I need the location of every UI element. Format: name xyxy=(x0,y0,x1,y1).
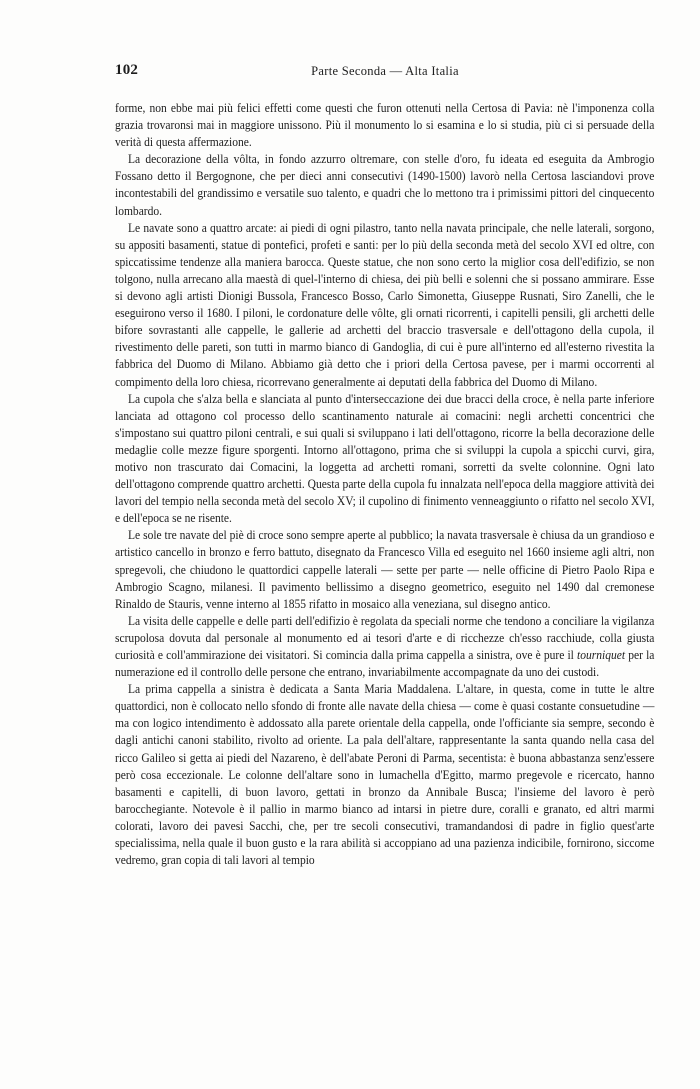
paragraph-continued: forme, non ebbe mai più felici effetti come questi che furon ottenuti nella Certosa di Pavia: nè l'imponenza colla grazia trovaronsi mai in maggiore unissono. Più il monumento lo si esamina e lo si studia, più ci si persuade della verità di questa affermazione. xyxy=(115,101,655,150)
tourniquet-term: tourniquet xyxy=(577,648,626,662)
paragraph-navate: Le navate sono a quattro arcate: ai piedi di ogni pilastro, tanto nella navata principale, che nelle laterali, sorgono, su appositi basamenti, statue di pontefici, profeti e santi: per lo più della seconda metà del secolo XVI ed oltre, con spiccatissime tendenze alla maniera barocca. Queste statue, che non sono certo la miglior cosa dell'edifizio, se non tolgono, nulla arrecano alla maestà di quel-l'interno di chiesa, dei più belli e solenni che si possano ammirare. Esse si devono agli artisti Dionigi Bussola, Francesco Bosso, Carlo Simonetta, Giuseppe Rusnati, Siro Zanelli, che le eseguirono verso il 1680. I piloni, le cordonature delle vôlte, gli ornati ricorrenti, i capitelli pensili, gli archetti delle bifore sovrastanti alle cappelle, le gallerie ad archetti del braccio trasversale e dell'ottagono della cupola, il rivestimento delle pareti, son tutti in marmo bianco di Gandoglia, di cui è pure all'interno ed all'esterno rivestita la fabbrica del Duomo di Milano. Abbiamo già detto che i priori della Certosa pavese, per i marmi occorrenti al compimento della loro chiesa, ricorrevano generalmente ai deputati della fabbrica del Duomo di Milano. xyxy=(115,220,655,389)
running-head xyxy=(115,60,655,82)
paragraph-volta-decoration: La decorazione della vôlta, in fondo azzurro oltremare, con stelle d'oro, fu ideata ed eseguita da Ambrogio Fossano detto il Bergognone, che per dieci anni consecutivi (1490-1500) lavorò nella Certosa lasciandovi prove incontestabili del grandissimo e versatile suo talento, e quadri che lo mettono tra i primissimi pittori del cinquecento lombardo. xyxy=(115,152,655,218)
body-text xyxy=(115,100,655,869)
paragraph-visita-text-before: La visita delle cappelle e delle parti dell'edifizio è regolata da speciali norme che tendono a conciliare la vigilanza scrupolosa dovuta dal personale al monumento ed ai tesori d'arte e di ricchezze ch'esso racchiude, colla giusta curiosità e coll'ammirazione dei visitatori. Si comincia dalla prima cappella a sinistra, ove è pure il xyxy=(115,613,655,662)
paragraph-visita-text-after: per la numerazione ed il controllo delle persone che entrano, invariabilmente accompagnate da uno dei custodi. xyxy=(115,648,655,680)
paragraph-prima-cappella: La prima cappella a sinistra è dedicata a Santa Maria Maddalena. L'altare, in questa, come in tutte le altre quattordici, non è collocato nello sfondo di fronte alle navate della chiesa — come è quasi costante consuetudine — ma con logico intendimento è addossato alla parete orientale della cappella, onde l'officiante sia sempre, secondo è dagli antichi canoni stabilito, rivolto ad oriente. La pala dell'altare, rappresentante la santa quando nella casa del ricco Galileo si getta ai piedi del Nazareno, è dell'abate Peroni di Parma, secentista: è buona abbastanza senz'essere però cosa eccezionale. Le colonne dell'altare sono in lumachella d'Egitto, marmo pregevole e ricercato, hanno basamenti e capitelli, di buon lavoro, gettati in bronzo da Annibale Busca; l'insieme del lavoro è però barocchegiante. Notevole è il pallio in marmo bianco ad intarsi in pietre dure, coralli e granato, ed altri marmi colorati, lavoro dei pavesi Sacchi, che, per tre secoli consecutivi, tramandandosi di padre in figlio quest'arte specialissima, nella quale il buon gusto e la rara abilità si accoppiano ad una pazienza indicibile, fornirono, siccome vedremo, gran copia di tali lavori al tempio xyxy=(115,682,655,868)
paragraph-cancello-pavimento: Le sole tre navate del piè di croce sono sempre aperte al pubblico; la navata trasversale è chiusa da un grandioso e artistico cancello in bronzo e ferro battuto, disegnato da Francesco Villa ed eseguito nel 1660 insieme agli altri, non spregevoli, che chiudono le quattordici cappelle laterali — sette per parte — nelle officine di Pietro Paolo Ripa e Ambrogio Scagno, milanesi. Il pavimento bellissimo a disegno geometrico, eseguito nel 1490 dal cremonese Rinaldo de Stauris, venne interno al 1855 rifatto in mosaico alla veneziana, sul disegno antico. xyxy=(115,528,655,611)
running-title: Parte Seconda — Alta Italia xyxy=(311,64,459,78)
paragraph-cupola: La cupola che s'alza bella e slanciata al punto d'interseccazione dei due bracci della croce, è nella parte inferiore lanciata ad ottagono col processo dello scantinamento naturale ai comacini: negli archetti concentrici che s'impostano sui quattro piloni centrali, e sui quali si sviluppano i lati dell'ottagono, ricorre la bella decorazione delle medaglie colle mezze figure sporgenti. Intorno all'ottagono, prima che si sviluppi la cupola a spicchi curvi, gira, motivo non trascurato dai Comacini, la loggetta ad archetti romani, sorretti da svelte colonnine. Ogni lato dell'ottagono comprende quattro archetti. Questa parte della cupola fu innalzata nell'epoca della maggiore attività dei lavori del tempio nella seconda metà del secolo XV; il cupolino di finimento venneaggiunto o rifatto nel secolo XVI, e dell'epoca se ne risente. xyxy=(115,391,655,526)
page-number: 102 xyxy=(115,62,139,78)
paragraph-visita xyxy=(115,613,654,681)
